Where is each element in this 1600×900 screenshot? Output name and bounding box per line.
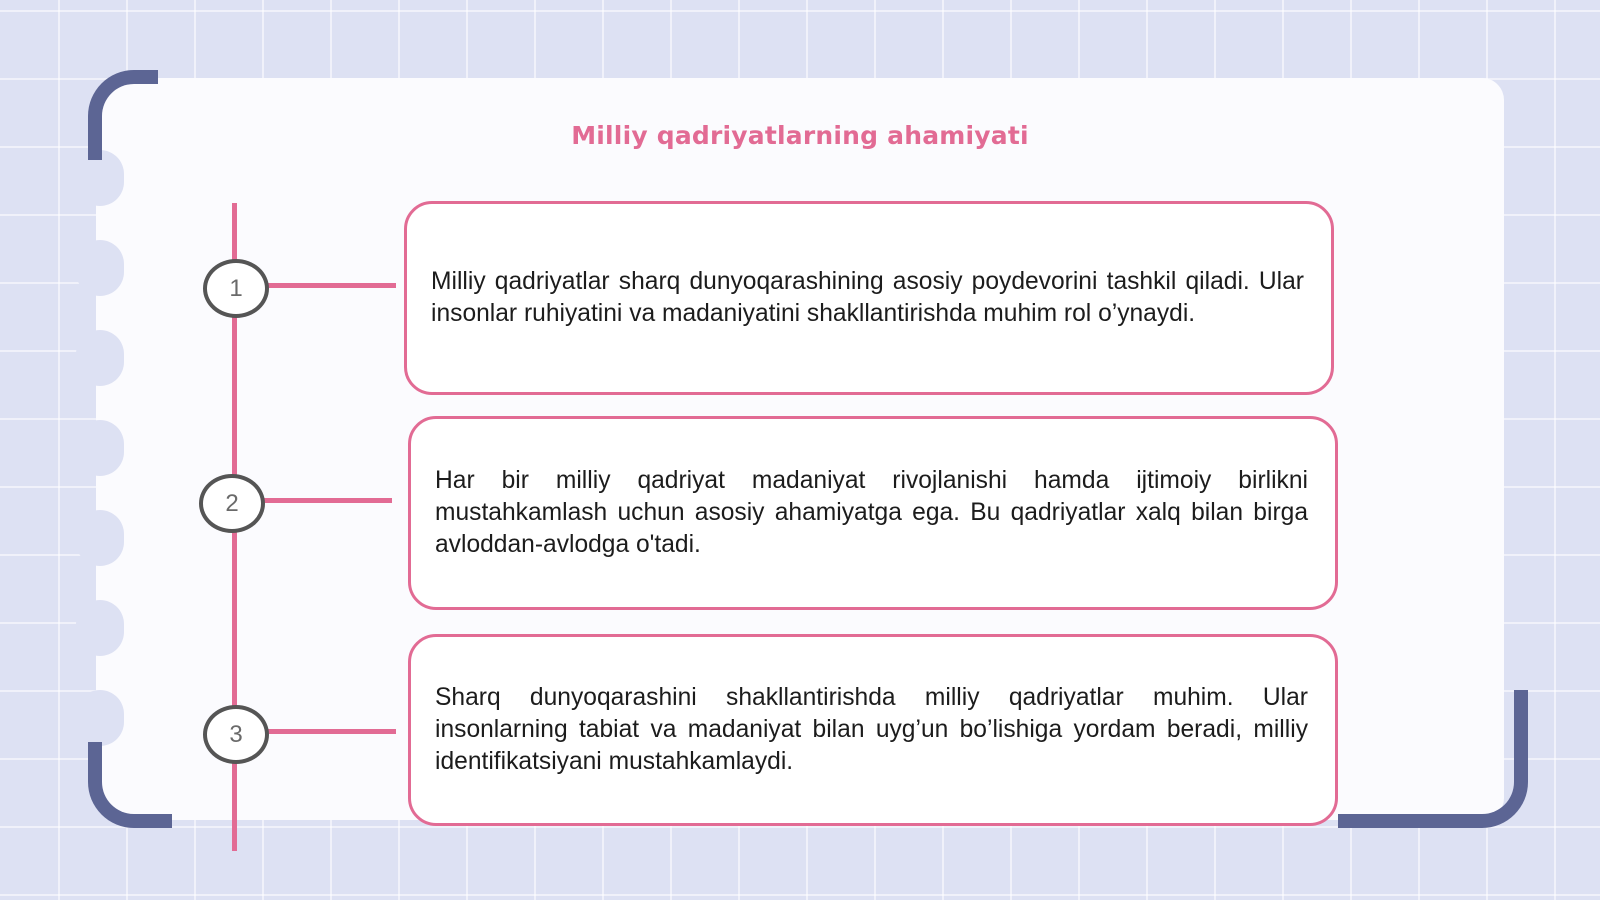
text-box-2-content: Har bir milliy qadriyat madaniyat rivojlanishi hamda ijtimoiy birlikni mustahkamlash uchun asosiy ahamiyatga ega. Bu qadriyatlar xalq bilan birga avloddan-avlodga o'tadi. (435, 467, 1308, 558)
timeline-connector (262, 498, 392, 503)
corner-bracket-bottom-right (1338, 690, 1528, 828)
step-badge-1: 1 (203, 259, 269, 318)
scallop-decoration (76, 240, 124, 296)
timeline-connector (266, 729, 396, 734)
scallop-decoration (76, 420, 124, 476)
text-box-1 (404, 201, 1334, 395)
text-box-3 (408, 634, 1338, 826)
scallop-decoration (76, 330, 124, 386)
text-box-1-content: Milliy qadriyatlar sharq dunyoqarashining asosiy poydevorini tashkil qiladi. Ular insonlar ruhiyatini va madaniyatini shakllantirishda muhim rol o’ynaydi. (431, 268, 1304, 327)
step-badge-2: 2 (199, 474, 265, 533)
step-badge-3: 3 (203, 705, 269, 764)
slide-title: Milliy qadriyatlarning ahamiyati (571, 121, 1029, 150)
corner-bracket-bottom-left (88, 742, 172, 828)
scallop-decoration (76, 690, 124, 746)
scallop-decoration (76, 510, 124, 566)
timeline-connector (266, 283, 396, 288)
scallop-decoration (76, 600, 124, 656)
text-box-2 (408, 416, 1338, 610)
text-box-3-content: Sharq dunyoqarashini shakllantirishda milliy qadriyatlar muhim. Ular insonlarning tabiat va madaniyat bilan uyg’un bo’lishiga yordam beradi, milliy identifikatsiyani mustahkamlaydi. (435, 684, 1308, 775)
